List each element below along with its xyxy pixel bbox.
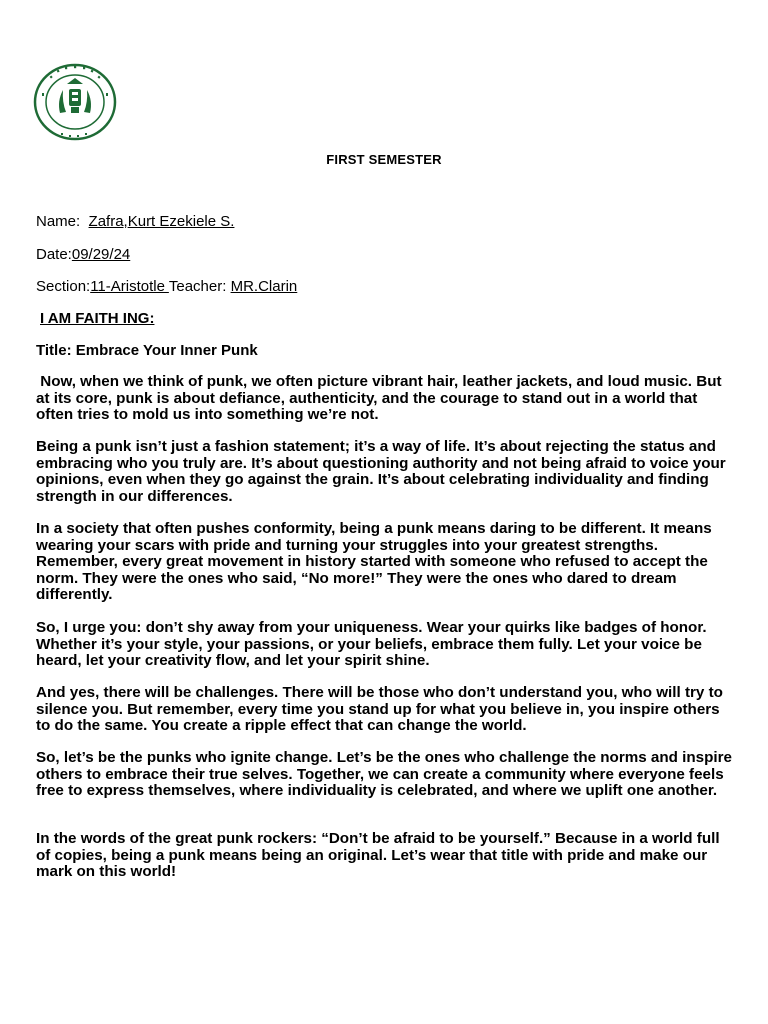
- section-label: Section:: [36, 278, 91, 295]
- essay-title: Title: Embrace Your Inner Punk: [36, 342, 258, 359]
- name-field: [36, 213, 234, 230]
- name-label: Name:: [36, 213, 81, 230]
- student-surname: Zafra: [88, 213, 124, 230]
- name-comma: ,: [123, 213, 128, 230]
- essay-paragraph-1: Now, when we think of punk, we often picture vibrant hair, leather jackets, and loud music. But at its core, punk is about defiance, authenticity, and the courage to stand out in a world that often tries to mold us into something we’re not.: [36, 373, 726, 423]
- section-field: [36, 278, 297, 295]
- essay-paragraph-3: In a society that often pushes conformity, being a punk means daring to be different. It means wearing your scars with pride and turning your struggles into your greatest strengths. Remember, every great movement in history started with someone who refused to accept the norm. They were the ones who said, “No more!” They were the ones who dared to dream differently.: [36, 520, 712, 603]
- student-given-names: Kurt Ezekiele S.: [127, 213, 235, 230]
- date-value: 09/29/24: [71, 246, 131, 263]
- essay-theme-text: I AM FAITH ING:: [40, 310, 155, 327]
- date-label: Date:: [36, 246, 72, 263]
- essay-paragraph-6: So, let’s be the punks who ignite change. Let’s be the ones who challenge the norms and inspire others to embrace their true selves. Together, we can create a community where everyone feels free to express themselves, where individuality is celebrated, and where we uplift one another.: [36, 749, 732, 799]
- semester-heading: FIRST SEMESTER: [326, 152, 442, 167]
- teacher-label: Teacher:: [168, 278, 227, 295]
- section-value: 11-Aristotle: [90, 278, 169, 295]
- essay-theme: [40, 310, 154, 327]
- teacher-value: MR.Clarin: [230, 278, 298, 295]
- essay-paragraph-5: And yes, there will be challenges. There will be those who don’t understand you, who will try to silence you. But remember, every time you stand up for what you believe in, you inspire others to do the same. You create a ripple effect that can change the world.: [36, 684, 723, 734]
- essay-paragraph-2: Being a punk isn’t just a fashion statement; it’s a way of life. It’s about rejecting the status and embracing who you truly are. It’s about questioning authority and not being afraid to voice your opinions, even when they go against the grain. It’s about celebrating individuality and finding strength in our differences.: [36, 438, 726, 505]
- date-field: [36, 246, 130, 263]
- essay-paragraph-4: So, I urge you: don’t shy away from your uniqueness. Wear your quirks like badges of honor. Whether it’s your style, your passions, or your beliefs, embrace them fully. Let your voice be heard, let your creativity flow, and let your spirit shine.: [36, 619, 707, 669]
- school-seal-logo: [33, 63, 117, 141]
- essay-paragraph-7: In the words of the great punk rockers: “Don’t be afraid to be yourself.” Because in a world full of copies, being a punk means being an original. Let’s wear that title with pride and make our mark on this world!: [36, 830, 720, 880]
